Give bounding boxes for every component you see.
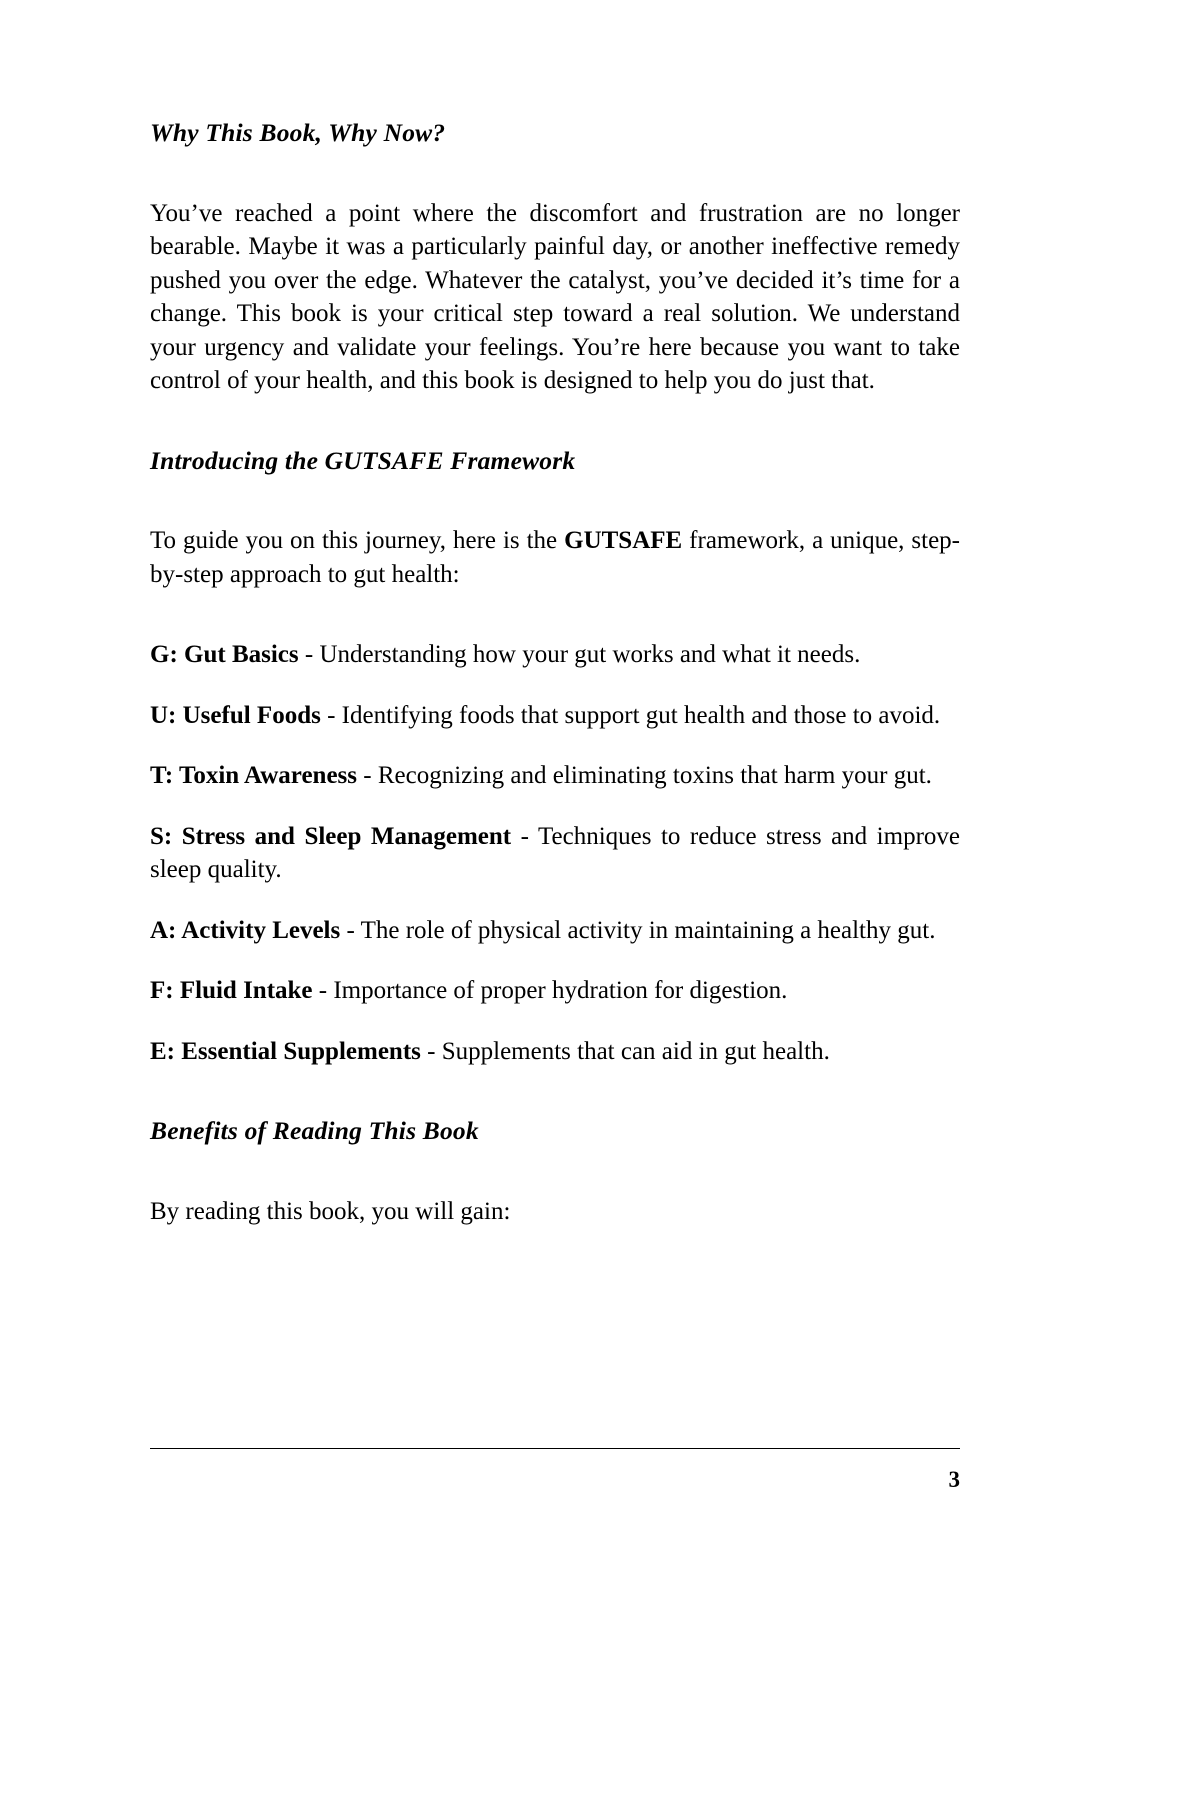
framework-item-gut-basics <box>150 638 960 672</box>
spacer <box>150 149 960 197</box>
spacer <box>150 398 960 446</box>
paragraph-why-this-book: You’ve reached a point where the discomfort and frustration are no longer bearable. Maybe it was a particularly painful day, or another ineffective remedy pushed you over the edge. Whatever the catalyst, you’ve decided it’s time for a change. This book is your critical step toward a real solution. We understand your urgency and validate your feelings. You’re here because you want to take control of your health, and this book is designed to help you do just that. <box>150 199 960 395</box>
page-content <box>150 118 960 1228</box>
spacer <box>150 1147 960 1195</box>
section-heading-benefits-of-reading: Benefits of Reading This Book <box>150 1116 479 1146</box>
framework-item-stress-and-sleep-management <box>150 820 960 887</box>
footer-divider <box>150 1448 960 1449</box>
framework-item-description: - Importance of proper hydration for digestion. <box>312 977 788 1005</box>
spacer <box>150 793 960 820</box>
spacer <box>150 732 960 759</box>
spacer <box>150 887 960 914</box>
spacer <box>150 1008 960 1035</box>
framework-item-label: E: Essential Supplements <box>150 1037 421 1065</box>
framework-item-essential-supplements <box>150 1035 960 1069</box>
framework-item-label: A: Activity Levels <box>150 916 341 944</box>
gutsafe-intro-lead: To guide you on this journey, here is the <box>150 527 565 555</box>
framework-item-label: T: Toxin Awareness <box>150 762 357 790</box>
framework-item-label: S: Stress and Sleep Management <box>150 822 512 850</box>
section-heading-gutsafe-framework: Introducing the GUTSAFE Framework <box>150 445 576 475</box>
spacer <box>150 1068 960 1116</box>
paragraph-benefits-intro: By reading this book, you will gain: <box>150 1197 511 1225</box>
framework-item-label: U: Useful Foods <box>150 701 321 729</box>
framework-item-label: G: Gut Basics <box>150 641 299 669</box>
section-heading-why-this-book: Why This Book, Why Now? <box>150 118 446 147</box>
spacer <box>150 591 960 638</box>
spacer <box>150 947 960 974</box>
framework-item-useful-foods <box>150 699 960 733</box>
framework-item-activity-levels <box>150 914 960 948</box>
paragraph-gutsafe-intro <box>150 524 960 591</box>
framework-item-fluid-intake <box>150 974 960 1008</box>
framework-item-description: - Understanding how your gut works and what it needs. <box>298 641 861 669</box>
spacer <box>150 672 960 699</box>
framework-item-description: - Identifying foods that support gut health and those to avoid. <box>320 701 941 729</box>
framework-item-label: F: Fluid Intake <box>150 977 313 1005</box>
framework-item-description: - Recognizing and eliminating toxins that harm your gut. <box>357 762 932 790</box>
framework-item-toxin-awareness <box>150 759 960 793</box>
gutsafe-intro-tail: framework, a unique, step-by-step approach to gut health: <box>150 527 960 588</box>
gutsafe-acronym: GUTSAFE <box>564 527 683 555</box>
framework-item-description: - Techniques to reduce stress and improve sleep quality. <box>150 822 960 884</box>
framework-item-description: - Supplements that can aid in gut health. <box>420 1037 830 1065</box>
spacer <box>150 476 960 524</box>
framework-item-description: - The role of physical activity in maintaining a healthy gut. <box>340 916 936 944</box>
page-number: 3 <box>948 1467 960 1492</box>
